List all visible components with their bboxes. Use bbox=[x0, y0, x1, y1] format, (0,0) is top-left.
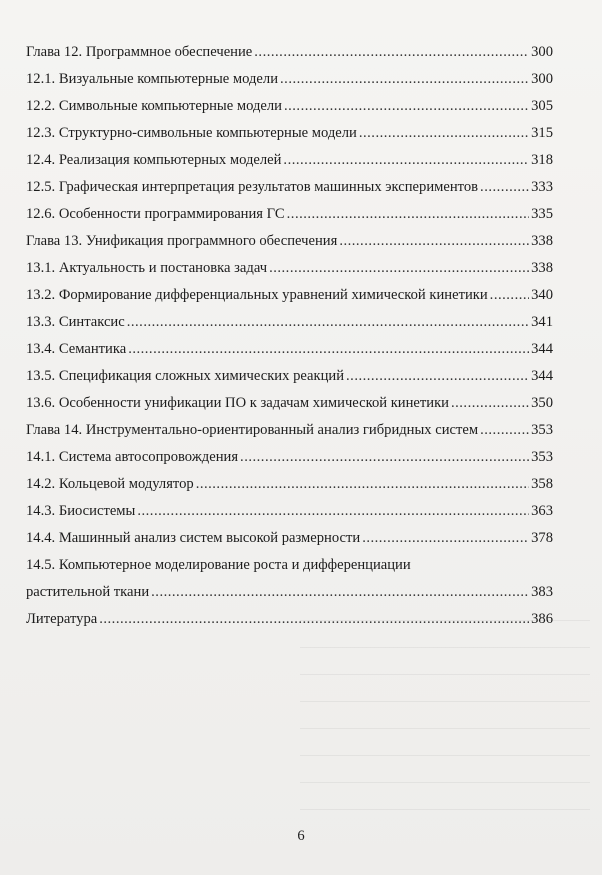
toc-entry-title: 13.5. Спецификация сложных химических реакций bbox=[26, 368, 345, 384]
toc-entry-page: 341 bbox=[531, 314, 553, 330]
toc-entry bbox=[26, 206, 553, 233]
toc-entry bbox=[26, 98, 553, 125]
toc-leader-dots bbox=[490, 287, 529, 304]
toc-entry-title: 12.4. Реализация компьютерных моделей bbox=[26, 152, 282, 168]
toc-entry-title: 12.1. Визуальные компьютерные модели bbox=[26, 71, 279, 87]
table-of-contents bbox=[26, 44, 553, 638]
toc-entry-title: 14.1. Система автосопровождения bbox=[26, 449, 239, 465]
toc-leader-dots bbox=[151, 584, 529, 601]
toc-entry-page: 305 bbox=[531, 98, 553, 114]
toc-entry-page: 344 bbox=[531, 341, 553, 357]
toc-leader-dots bbox=[284, 98, 529, 115]
toc-leader-dots bbox=[240, 449, 529, 466]
toc-entry bbox=[26, 71, 553, 98]
toc-entry-title: 13.3. Синтаксис bbox=[26, 314, 125, 330]
toc-entry-title: Глава 14. Инструментально-ориентированный анализ гибридных систем bbox=[26, 422, 479, 438]
toc-entry-page: 378 bbox=[531, 530, 553, 546]
toc-entry bbox=[26, 314, 553, 341]
toc-entry-title: 12.3. Структурно-символьные компьютерные модели bbox=[26, 125, 357, 141]
toc-entry bbox=[26, 287, 553, 314]
toc-entry-page: 383 bbox=[531, 584, 553, 600]
toc-entry-title: Литература bbox=[26, 611, 98, 627]
toc-entry-title: 13.4. Семантика bbox=[26, 341, 127, 357]
toc-entry bbox=[26, 530, 553, 557]
toc-entry bbox=[26, 44, 553, 71]
toc-entry-title: 14.3. Биосистемы bbox=[26, 503, 136, 519]
toc-leader-dots bbox=[480, 422, 529, 439]
toc-entry bbox=[26, 368, 553, 395]
toc-entry bbox=[26, 476, 553, 503]
toc-entry-title: Глава 12. Программное обеспечение bbox=[26, 44, 253, 60]
toc-entry-page: 315 bbox=[531, 125, 553, 141]
toc-entry-title: 12.5. Графическая интерпретация результатов машинных экспериментов bbox=[26, 179, 479, 195]
toc-leader-dots bbox=[254, 44, 529, 61]
toc-entry-page: 333 bbox=[531, 179, 553, 195]
toc-entry-title: 13.1. Актуальность и постановка задач bbox=[26, 260, 268, 276]
toc-leader-dots bbox=[287, 206, 529, 223]
toc-entry-page: 344 bbox=[531, 368, 553, 384]
toc-leader-dots bbox=[362, 530, 529, 547]
toc-entry bbox=[26, 125, 553, 152]
toc-leader-dots bbox=[346, 368, 529, 385]
toc-entry-title: 13.2. Формирование дифференциальных уравнений химической кинетики bbox=[26, 287, 488, 303]
toc-entry-page: 353 bbox=[531, 422, 553, 438]
page-number: 6 bbox=[297, 828, 305, 844]
toc-entry-page: 363 bbox=[531, 503, 553, 519]
toc-leader-dots bbox=[269, 260, 529, 277]
toc-entry bbox=[26, 584, 553, 611]
toc-entry-page: 338 bbox=[531, 233, 553, 249]
toc-entry-page: 350 bbox=[531, 395, 553, 411]
toc-leader-dots bbox=[451, 395, 529, 412]
toc-entry bbox=[26, 557, 553, 584]
toc-entry-page: 335 bbox=[531, 206, 553, 222]
toc-entry-title: 14.2. Кольцевой модулятор bbox=[26, 476, 194, 492]
toc-entry bbox=[26, 422, 553, 449]
toc-entry bbox=[26, 179, 553, 206]
toc-entry-page: 386 bbox=[531, 611, 553, 627]
toc-entry bbox=[26, 395, 553, 422]
toc-entry-page: 318 bbox=[531, 152, 553, 168]
toc-entry-title: растительной ткани bbox=[26, 584, 150, 600]
toc-entry-title: 13.6. Особенности унификации ПО к задачам химической кинетики bbox=[26, 395, 449, 411]
toc-entry bbox=[26, 503, 553, 530]
toc-entry bbox=[26, 260, 553, 287]
toc-entry-title: 14.4. Машинный анализ систем высокой размерности bbox=[26, 530, 361, 546]
toc-leader-dots bbox=[196, 476, 529, 493]
toc-leader-dots bbox=[280, 71, 529, 88]
toc-entry-title: Глава 13. Унификация программного обеспечения bbox=[26, 233, 338, 249]
toc-leader-dots bbox=[480, 179, 529, 196]
toc-leader-dots bbox=[359, 125, 529, 142]
toc-entry-page: 300 bbox=[531, 44, 553, 60]
toc-entry-page: 338 bbox=[531, 260, 553, 276]
toc-leader-dots bbox=[128, 341, 529, 358]
toc-entry-title: 12.2. Символьные компьютерные модели bbox=[26, 98, 282, 114]
toc-entry bbox=[26, 233, 553, 260]
toc-entry bbox=[26, 341, 553, 368]
toc-leader-dots bbox=[137, 503, 529, 520]
toc-leader-dots bbox=[283, 152, 529, 169]
toc-leader-dots bbox=[99, 611, 529, 628]
toc-leader-dots bbox=[127, 314, 529, 331]
toc-entry bbox=[26, 449, 553, 476]
toc-entry-page: 353 bbox=[531, 449, 553, 465]
toc-entry-page: 340 bbox=[531, 287, 553, 303]
toc-entry bbox=[26, 611, 553, 638]
toc-leader-dots bbox=[339, 233, 529, 250]
toc-entry-page: 300 bbox=[531, 71, 553, 87]
toc-entry bbox=[26, 152, 553, 179]
toc-entry-title: 14.5. Компьютерное моделирование роста и дифференциации bbox=[26, 557, 411, 573]
toc-entry-page: 358 bbox=[531, 476, 553, 492]
toc-entry-title: 12.6. Особенности программирования ГС bbox=[26, 206, 285, 222]
